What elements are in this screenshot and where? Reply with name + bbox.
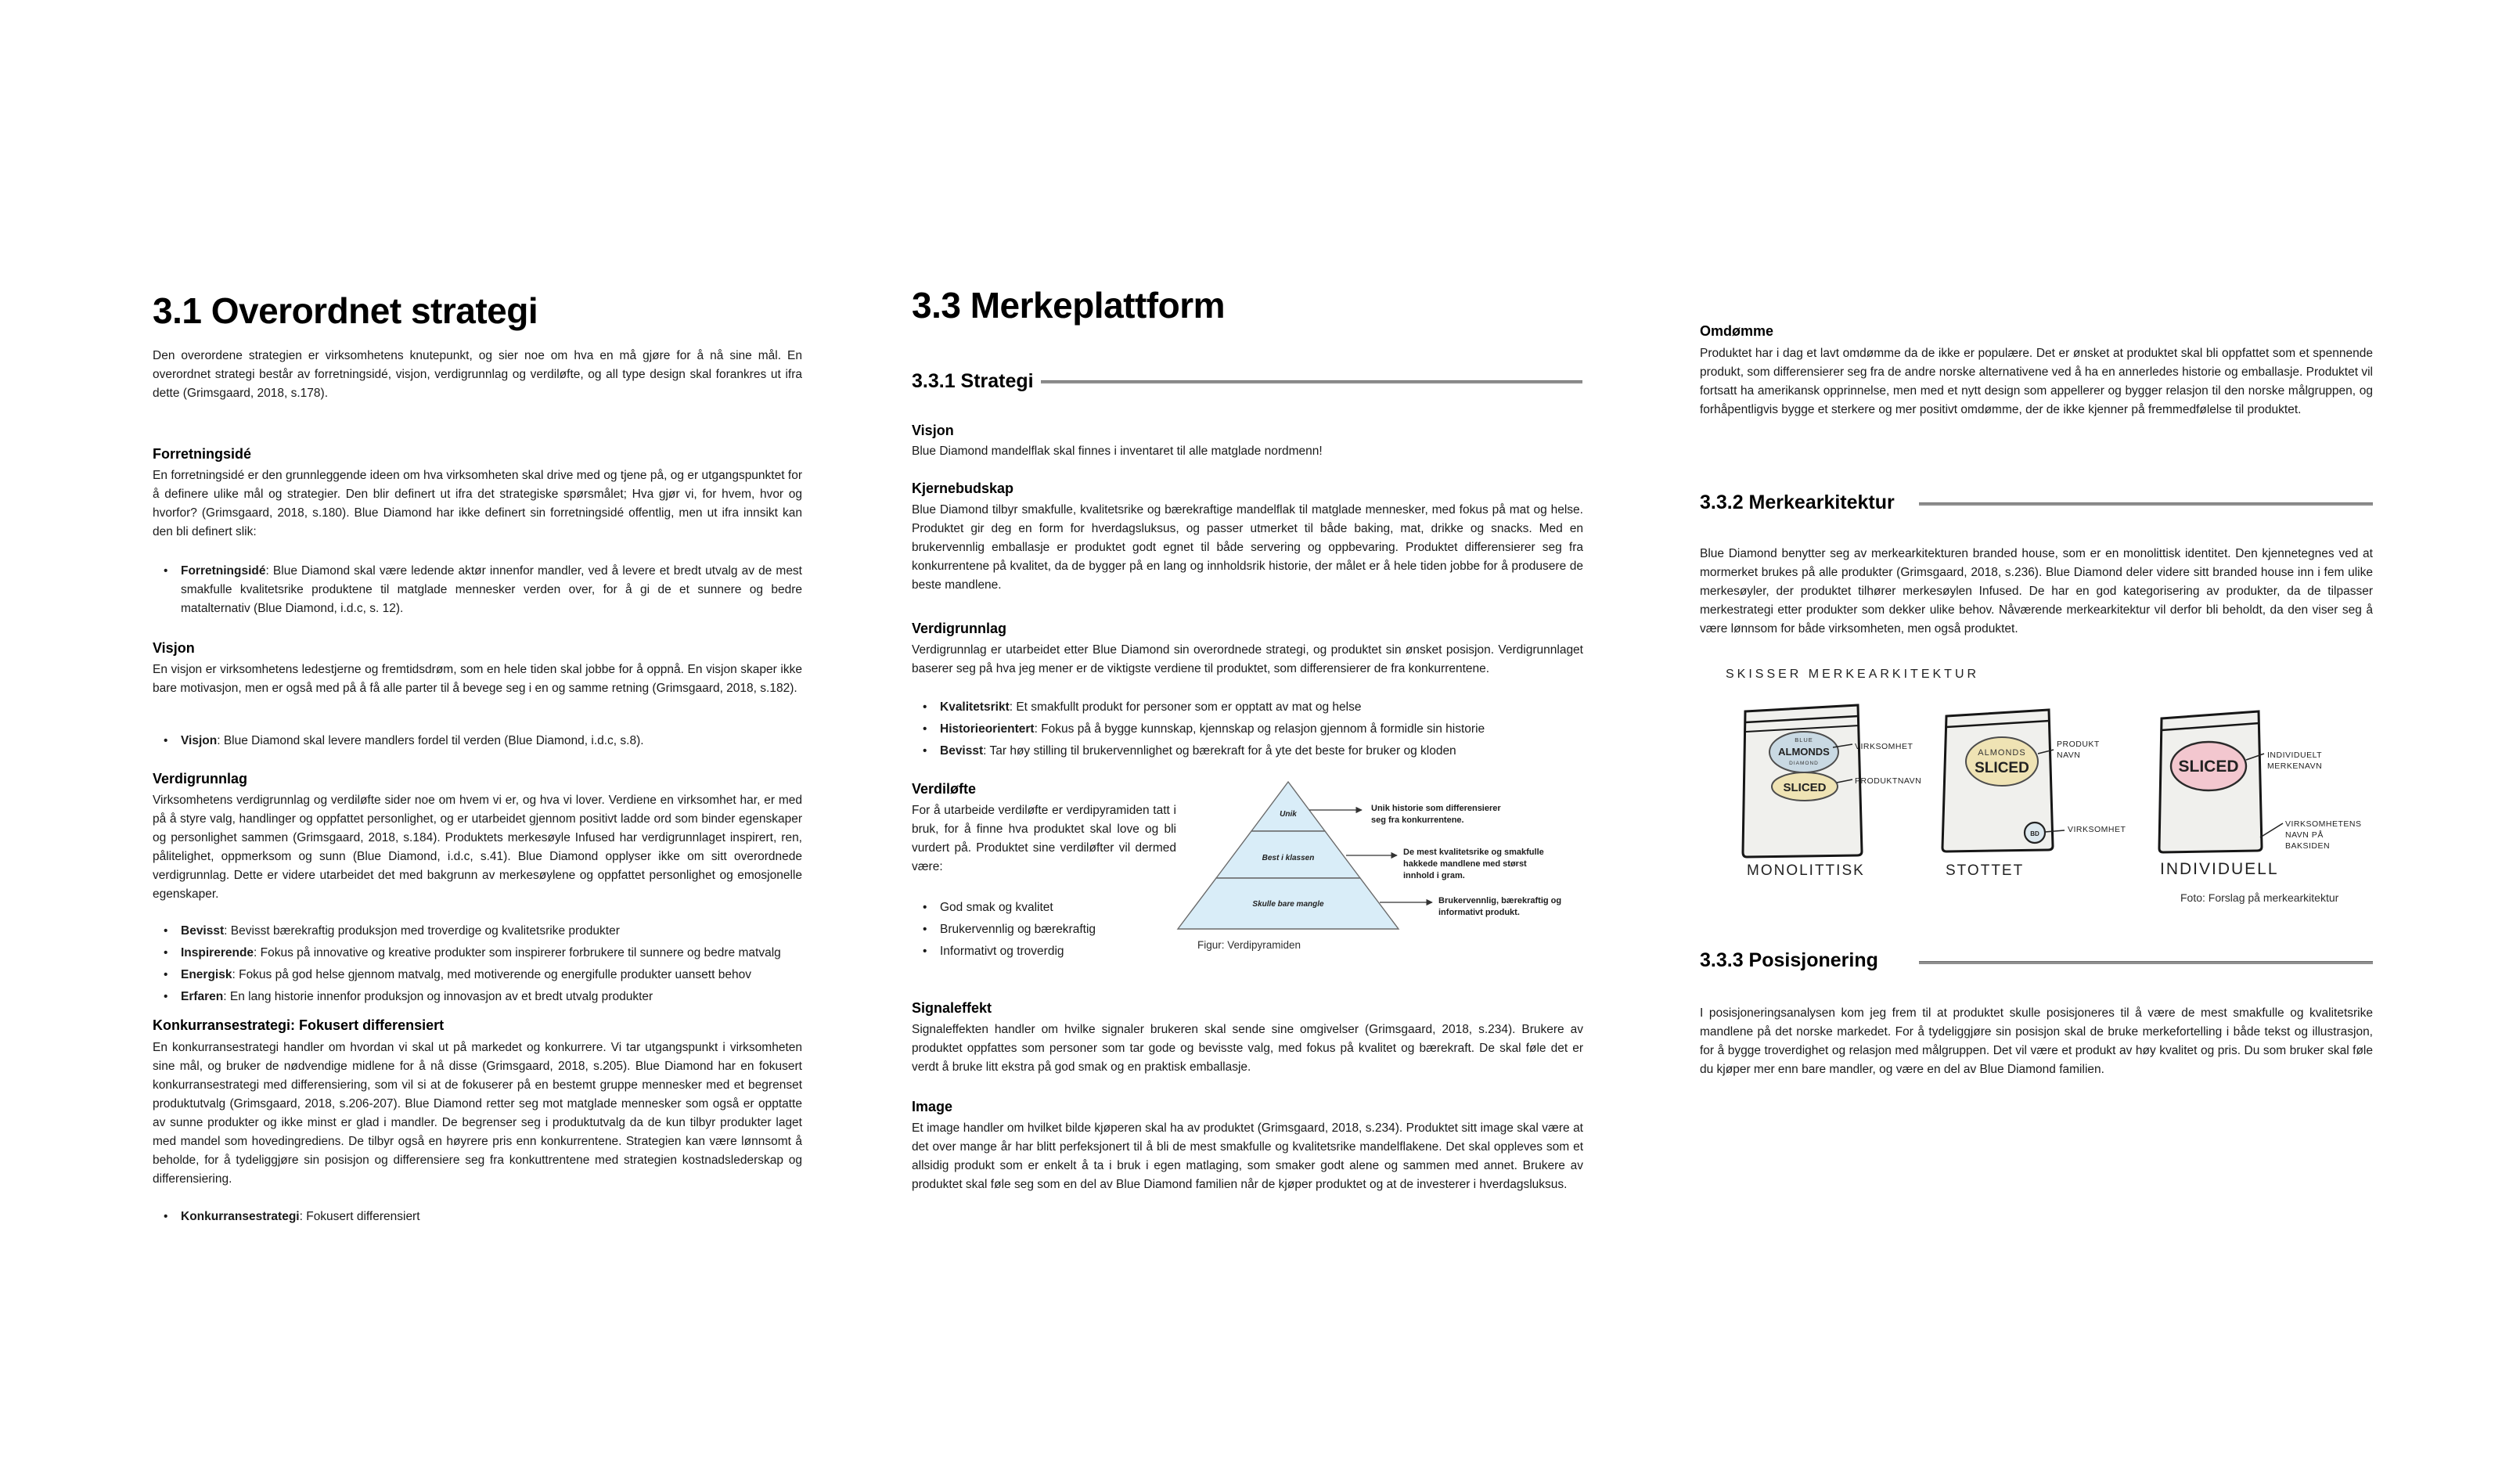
pyramid-tier-top-label: Unik <box>1280 810 1297 819</box>
section-3-1-intro: Den overordene strategien er virksomhetens knutepunkt, og sier noe om hva en må gjøre for å nå sine mål. En overordnet strategi består av forretningsidé, visjon, verdigrunnlag og verdiløfte, og all type design skal forankres ut ifra dette (Grimsgaard, 2018, s.178). <box>153 349 802 400</box>
body-image: Et image handler om hvilket bilde kjøperen skal ha av produktet (Grimsgaard, 2018, s.234). Produktet sitt image skal være at det over mange år har blitt perfeksjonert til å bli de mest smakfulle og kvalitetsrike mandelflakene. Det skal oppleves som et allsidig produkt som er enkelt å ta i bruk i egen matlaging, som smaker godt alene og sammen med annet. Brukere av produktet skal føle seg som en del av Blue Diamond familien når de kjøper produktet og at de investerer i hverdagsluksus. <box>912 1121 1583 1191</box>
pyramid-tier-bottom-label: Skulle bare mangle <box>1252 900 1324 909</box>
section-3-1-title: 3.1 Overordnet strategi <box>153 290 538 331</box>
bullet-label: Forretningsidé <box>181 564 266 578</box>
pyramid-note-top: Unik historie som differensierer seg fra konkurrentene. <box>1371 804 1501 825</box>
bullet-text: Brukervennlig og bærekraftig <box>940 923 1096 936</box>
bullet-item <box>153 944 802 963</box>
bullet-item <box>153 1208 802 1226</box>
bullet-text: : Fokus på god helse gjennom matvalg, med motiverende og energifulle produkter uansett behov <box>232 968 751 981</box>
heading-3-3-1: 3.3.1 Strategi <box>912 370 1034 392</box>
body-verdilofte: For å utarbeide verdiløfte er verdipyramiden tatt i bruk, for å finne hva produktet skal love og bli vurdert på. Produktet sine verdiløfter vil dermed være: <box>912 804 1176 873</box>
bullet-label: Kvalitetsrikt <box>940 700 1010 714</box>
bullets-verdigrunnlag-left <box>153 922 802 1010</box>
body-verdigrunnlag-left: Virksomhetens verdigrunnlag og verdiløfte sider noe om hvem vi er, og hva vi lover. Verdiene en virksomhet har, er med på å styre valg, handlinger og oppfattet personlighet, og er utarbeidet gjennom positivt ladde ord som binder egenskaper og personlighet sammen (Grimsgaard, 2018, s.184). Produktets merkesøyle Infused har verdigrunnlaget inspirert, ren, pålitelighet, oppmerksom og sunn (Blue Diamond, i.d.c, s.41). Blue Diamond opplyser ikke om sitt overordnede verdigrunnlag. Dette er videre utarbeidet det med bakgrunn av merkesøylene og oppfattet personlighet og emosjonelle egenskaper. <box>153 794 802 901</box>
body-omdomme: Produktet har i dag et lavt omdømme da de ikke er populære. Det er ønsket at produktet skal bli oppfattet som et spennende produkt, som differensierer seg fra de andre norske alternativene ved å ha en annerledes historie og emballasje. Produktet vil fortsatt ha amerikansk opprinnelse, men med et nytt design som appellerer og bygger relasjon til den norske målgruppen, og forhåpentligvis bygge et sterkere og mer positivt omdømme, der de ikke kjenner på fremmedfølelse til produktet. <box>1700 347 2373 416</box>
heading-konkurransestrategi: Konkurransestrategi: Fokusert differensiert <box>153 1017 445 1033</box>
bullet-item <box>153 922 802 941</box>
heading-visjon-mid: Visjon <box>912 423 954 438</box>
bullet-text: : Fokus på innovative og kreative produkter som inspirerer forbrukere til sunnere og bedre matvalg <box>254 946 781 959</box>
sketch-note-individuelt-merkenavn: INDIVIDUELT MERKENAVN <box>2267 751 2323 771</box>
bullet-item <box>912 698 1583 717</box>
bag-individuell-drawing <box>2159 711 2283 852</box>
leader-line <box>2260 823 2283 837</box>
section-rule <box>1041 380 1582 383</box>
bullets-visjon-left <box>153 732 802 754</box>
sketch-note-produktnavn: PRODUKTNAVN <box>1855 776 1922 786</box>
sketch-title: SKISSER MERKEARKITEKTUR <box>1726 668 1980 681</box>
brand-architecture-sketch <box>1714 661 2403 920</box>
sketch-note-virksomhet-1: VIRKSOMHET <box>1855 742 1913 751</box>
bd-logo-text: BD <box>2030 830 2039 837</box>
bullets-verdigrunnlag-mid <box>912 698 1583 764</box>
bullet-label: Erfaren <box>181 990 224 1003</box>
bullet-label: Historieorientert <box>940 722 1035 736</box>
section-rule <box>1919 961 2373 964</box>
bullets-konkurransestrategi <box>153 1208 802 1229</box>
heading-omdomme: Omdømme <box>1700 323 1774 339</box>
heading-verdilofte: Verdiløfte <box>912 781 977 797</box>
bullet-item <box>912 720 1583 739</box>
body-visjon-mid: Blue Diamond mandelflak skal finnes i inventaret til alle matglade nordmenn! <box>912 445 1323 458</box>
body-kjernebudskap: Blue Diamond tilbyr smakfulle, kvalitetsrike og bærekraftige mandelflak til matglade mennesker, med fokus på mat og helse. Produktet gir deg en form for hverdagsluksus, og passer utmerket til både baking, mat, drikke og snacks. Med en brukervennlig emballasje er produktet godt egnet til både servering og oppbevaring. Produktet differensierer seg fra konkurrentene på kvalitet, da de bygger på en lang og innholdsrik historie, der målet er å hele tiden jobbe for å produsere de beste mandlene. <box>912 503 1583 592</box>
bullet-label: Energisk <box>181 968 232 981</box>
blob-text: DIAMOND <box>1789 761 1819 766</box>
bullet-item <box>153 562 802 618</box>
blob-text: SLICED <box>2178 758 2239 776</box>
pyramid-caption: Figur: Verdipyramiden <box>1197 939 1301 951</box>
heading-kjernebudskap: Kjernebudskap <box>912 481 1014 496</box>
bullets-verdilofte <box>912 898 1178 964</box>
body-posisjonering: I posisjoneringsanalysen kom jeg frem til at produktet skulle posisjoneres til å være de mest smakfulle og kvalitetsrike mandlene på det norske markedet. For å tydeliggjøre sin posisjon skal de bruke merkefortelling i både tekst og illustrasjon, for å bygge troverdighet og relasjon med målgruppen. Det vil være et produkt av høy kvalitet og pris. Du som bruker skal føle du kjøper mer enn bare mandler, og være en del av Blue Diamond familien. <box>1700 1006 2373 1076</box>
body-forretningside: En forretningsidé er den grunnleggende ideen om hva virksomheten skal drive med og tjene på, og er utgangspunktet for å definere ulike mål og strategier. Den blir definert ut ifra det strategiske spørsmålet; Hva gjør vi, for hvem, hvor og hvorfor? (Grimsgaard, 2018, s.180). Blue Diamond har ikke definert sin forretningsidé offentlig, men ut ifra innsikt kan den bli definert slik: <box>153 469 802 538</box>
heading-3-3-3: 3.3.3 Posisjonering <box>1700 949 1878 971</box>
heading-signaleffekt: Signaleffekt <box>912 1000 992 1016</box>
pyramid-note-middle: De mest kvalitetsrike og smakfulle hakkede mandlene med størst innhold i gram. <box>1403 848 1544 880</box>
bullet-item <box>153 966 802 985</box>
sketch-label-individuell: INDIVIDUELL <box>2160 860 2279 878</box>
bullets-forretningside <box>153 562 802 621</box>
bullet-item <box>912 742 1583 761</box>
bullet-label: Bevisst <box>940 744 984 758</box>
blob-text: BLUE <box>1795 736 1813 743</box>
blob-text: SLICED <box>1975 760 2029 776</box>
pyramid-tier-top <box>1251 782 1325 831</box>
bullet-text: : En lang historie innenfor produksjon og innovasjon av et bredt utvalg produkter <box>223 990 653 1003</box>
section-rule <box>1919 502 2373 506</box>
bullet-text: : Tar høy stilling til brukervennlighet og bærekraft for å yte det beste for bruker og kloden <box>983 744 1456 758</box>
bullet-text: God smak og kvalitet <box>940 901 1053 914</box>
body-verdigrunnlag-mid: Verdigrunnlag er utarbeidet etter Blue Diamond sin overordnede strategi, og produktet sin ønsket posisjon. Verdigrunnlaget baserer seg på hva jeg mener er de viktigste verdiene til produktet, som differensierer de fra konkurrentene. <box>912 643 1583 675</box>
sketch-note-virksomhet-2: VIRKSOMHET <box>2068 825 2126 834</box>
body-konkurransestrategi: En konkurransestrategi handler om hvordan vi skal ut på markedet og konkurrere. Vi tar utgangspunkt i virksomheten sine mål, og bruker de nødvendige midlene for å nå disse (Grimsgaard, 2018, s.205). Blue Diamond har en fokusert konkurransestrategi med differensiering, som vil si at de fokuserer på en bestemt gruppe mennesker med et begrenset produktutvalg (Grimsgaard, 2018, s.206-207). Blue Diamond retter seg mot matglade mennesker som også er opptatte av sunne produkter og ikke minst er glad i mandler. De begrenser seg i produktutvalg da de kun tilbyr produkter laget med mandel som hovedingrediens. De tilbyr også en høyrere pris enn konkurrentene. Strategien kan være lønnsomt å beholde, for å tydeliggjøre sin posisjon og differensiere seg fra konkuttrentene med strategien kostnadslederskap og differensiering. <box>153 1041 802 1186</box>
blob-text: ALMONDS <box>1778 746 1830 758</box>
blob-text: ALMONDS <box>1978 748 2026 758</box>
section-3-3-title: 3.3 Merkeplattform <box>912 285 1226 326</box>
sketch-label-stottet: STOTTET <box>1946 862 2025 879</box>
bag-stottet-drawing <box>1942 710 2065 851</box>
pyramid-note-bottom: Brukervennlig, bærekraftig og informativt produkt. <box>1438 896 1562 917</box>
bullet-label: Bevisst <box>181 924 225 938</box>
heading-image: Image <box>912 1099 953 1114</box>
bullet-text: : Fokusert differensiert <box>299 1210 420 1223</box>
pill-text: SLICED <box>1783 781 1827 794</box>
bullet-label: Visjon <box>181 734 218 747</box>
heading-visjon-left: Visjon <box>153 640 195 656</box>
bullet-text: : Blue Diamond skal være ledende aktør innenfor mandler, ved å levere et bredt utvalg av de mest smakfulle kvalitetsrike produktene til matglade mennesker verden over, for å gi de et sunnere og bedre matalternativ (Blue Diamond, i.d.c, s. 12). <box>181 564 802 615</box>
heading-3-3-2: 3.3.2 Merkearkitektur <box>1700 491 1895 513</box>
bullet-item <box>153 732 802 751</box>
body-signaleffekt: Signaleffekten handler om hvilke signaler brukeren skal sende sine omgivelser (Grimsgaard, 2018, s.234). Brukere av produktet oppfattes som personer som tar gode og bevisste valg, med fokus på kvalitet og bærekraft. De skal føle det er verdt å bruke litt ekstra på god smak og en praktisk emballasje. <box>912 1023 1583 1074</box>
bullet-text: : Et smakfullt produkt for personer som er opptatt av mat og helse <box>1009 700 1362 714</box>
bullet-item <box>153 988 802 1006</box>
body-merkearkitektur: Blue Diamond benytter seg av merkearkitekturen branded house, som er en monolittisk identitet. Den kjennetegnes ved at mormerket brukes på alle produkter (Grimsgaard, 2018, s.236). Blue Diamond deler videre sitt branded house inn i fem ulike merkesøyler, der produktet tilhører merkesøylen Infused. De har en god kategorisering av produkter, da de tilpasser merkestrategi etter produkter som dekker ulike behov. Nåværende merkearkitektur vil derfor bli beholdt, da den viser seg å være lønnsom for både virksomheten, men også produktet. <box>1700 547 2373 635</box>
bullet-item <box>912 898 1178 917</box>
bullet-text: : Blue Diamond skal levere mandlers fordel til verden (Blue Diamond, i.d.c, s.8). <box>217 734 644 747</box>
bullet-item <box>912 920 1178 939</box>
bullet-text: Informativt og troverdig <box>940 945 1064 958</box>
heading-verdigrunnlag-left: Verdigrunnlag <box>153 771 248 787</box>
sketch-note-produkt-navn: PRODUKT NAVN <box>2057 740 2100 760</box>
sketch-caption: Foto: Forslag på merkearkitektur <box>2180 891 2339 904</box>
bullet-text: : Bevisst bærekraftig produksjon med troverdige og kvalitetsrike produkter <box>224 924 620 938</box>
sketch-note-virksomhetens-navn: VIRKSOMHETENS NAVN PÅ BAKSIDEN <box>2285 819 2362 851</box>
bullet-label: Inspirerende <box>181 946 254 959</box>
bag-monolittisk-drawing <box>1743 705 1862 857</box>
pyramid-tier-middle-label: Best i klassen <box>1262 854 1315 862</box>
sketch-label-monolittisk: MONOLITTISK <box>1747 862 1865 879</box>
body-visjon-left: En visjon er virksomhetens ledestjerne og fremtidsdrøm, som en hele tiden skal jobbe for å oppnå. En visjon skaper ikke bare motivasjon, men er også med på å få alle parter til å bevege seg i en og samme retning (Grimsgaard, 2018, s.182). <box>153 663 802 695</box>
bullet-item <box>912 942 1178 961</box>
heading-forretningside: Forretningsidé <box>153 446 252 462</box>
bullet-text: : Fokus på å bygge kunnskap, kjennskap og relasjon gjennom å formidle sin historie <box>1034 722 1485 736</box>
bullet-label: Konkurransestrategi <box>181 1210 300 1223</box>
heading-verdigrunnlag-mid: Verdigrunnlag <box>912 621 1007 636</box>
